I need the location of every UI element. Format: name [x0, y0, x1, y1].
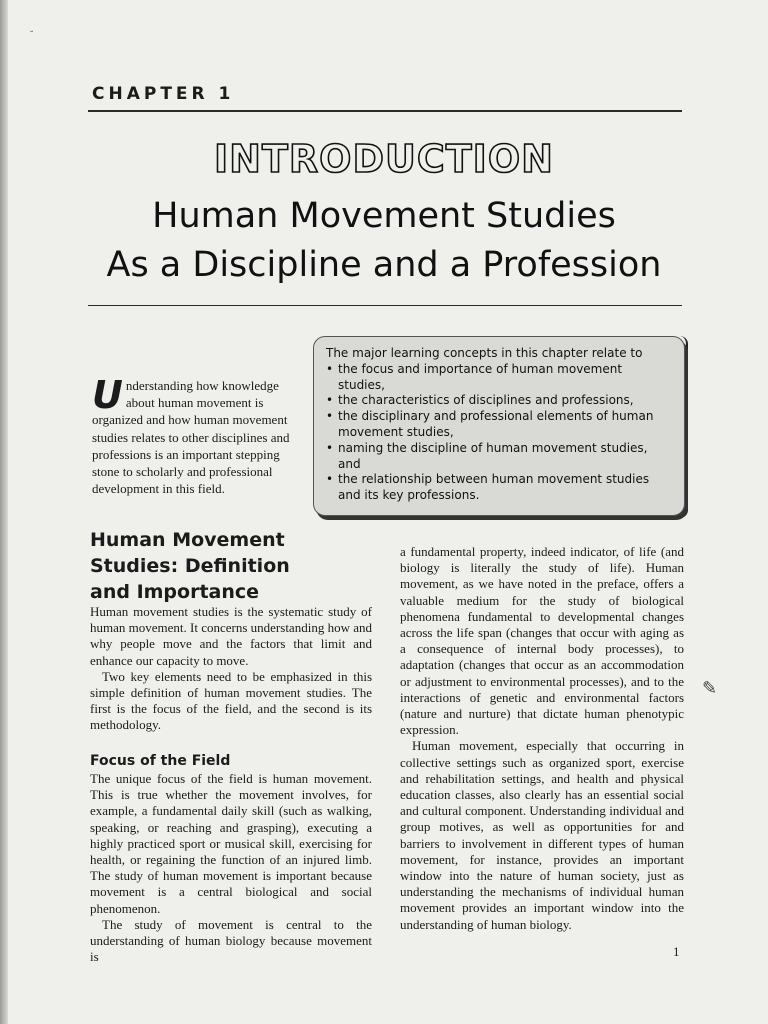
page-number: 1	[673, 944, 680, 959]
concept-item: • the disciplinary and professional elements of human movement studies,	[326, 409, 672, 441]
concept-item: • the characteristics of disciplines and professions,	[326, 393, 672, 409]
body-paragraph: The study of movement is central to the understanding of human biology because movement is	[90, 916, 372, 965]
subsection-heading: Focus of the Field	[90, 753, 231, 769]
body-paragraph: Human movement, especially that occurring in collective settings such as organized sport, exercise and rehabilitation settings, and health and physical education classes, also clearly has an essential social and cultural component. Understanding individual and group motives, as well as opportunities for and barriers to involvement in different types of human movement, for instance, provides an important window into the nature of human society, just as understanding the mechanisms of individual human movement provides an important window into the understanding of human biology.	[400, 738, 684, 932]
lead-paragraph	[92, 373, 294, 497]
lead-text: nderstanding how knowledge about human movement is organized and how human movement studies relates to other disciplines and professions is an important stepping stone to scholarly and professional development in this field.	[92, 378, 290, 497]
drop-cap: U	[92, 373, 123, 417]
title-line-2: As a Discipline and a Profession	[106, 245, 662, 285]
learning-concepts-box	[313, 336, 685, 516]
left-column-bottom	[90, 771, 372, 965]
title-line-1: Human Movement Studies	[152, 196, 616, 236]
concepts-lead: The major learning concepts in this chapter relate to	[326, 346, 643, 360]
concept-item: • the focus and importance of human movement studies,	[326, 362, 672, 394]
body-paragraph: a fundamental property, indeed indicator, of life (and biology is literally the study of life). Human movement, as we have noted in the preface, offers a valuable medium for the study of biological phenomena fundamental to developmental changes across the life span (changes that occur with aging as a consequence of internal body processes), to adaptation (changes that occur as an accommodation or adjustment to environmental processes), and to the interactions of genetic and environmental factors (nature and nurture) that dictate human phenotypic expression.	[400, 544, 684, 738]
title-rule	[88, 305, 682, 306]
section-heading: Human Movement Studies: Definition and Importance	[90, 529, 290, 603]
right-column	[400, 544, 684, 933]
intro-word-text: INTRODUCTION	[214, 137, 554, 181]
body-paragraph: Two key elements need to be emphasized in this simple definition of human movement studies. The first is the focus of the field, and the second is its methodology.	[90, 668, 372, 733]
body-paragraph: Human movement studies is the systematic study of human movement. It concerns understanding how and why people move and the factors that limit and enhance our capacity to move.	[90, 604, 372, 668]
scan-speck: ˘	[30, 30, 34, 41]
concepts-list	[326, 362, 672, 504]
left-column-top	[90, 604, 372, 734]
concept-item: • the relationship between human movement studies and its key professions.	[326, 472, 672, 504]
chapter-label: CHAPTER 1	[92, 84, 235, 104]
concept-item: • naming the discipline of human movement studies, and	[326, 441, 672, 473]
intro-word	[0, 137, 768, 181]
body-paragraph: The unique focus of the field is human movement. This is true whether the movement involves, for example, a fundamental daily skill (such as walking, speaking, or reaching and grasping), executing a highly practiced sport or musical skill, exercising for health, or regaining the function of an injured limb. The study of human movement is important because movement is a central biological and social phenomenon.	[90, 771, 372, 916]
margin-annotation-mark: ✎	[702, 678, 718, 698]
top-rule	[88, 110, 682, 112]
